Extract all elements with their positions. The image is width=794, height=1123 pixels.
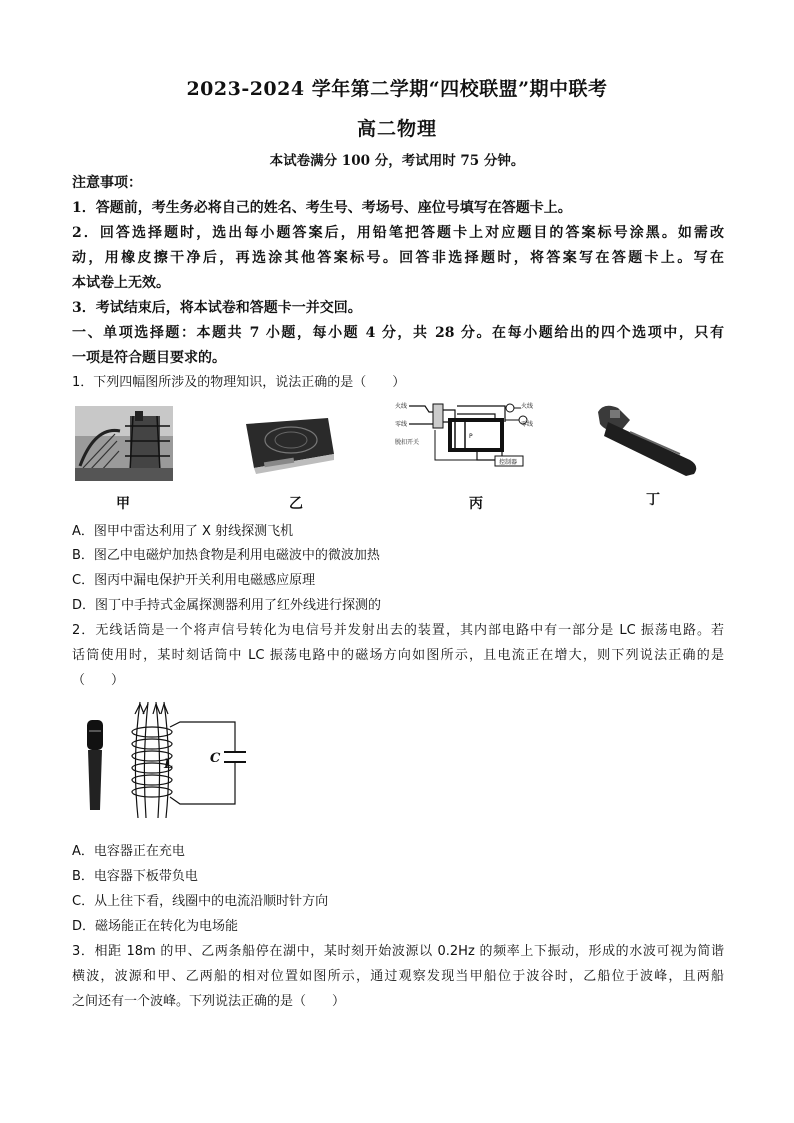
label-p: P (469, 433, 473, 440)
induction-cooker-image (236, 410, 336, 474)
q2-option-d: D．磁场能正在转化为电场能 (72, 919, 239, 934)
instruction-item-2-line-1: 2．回答选择题时，选出每小题答案后，用铅笔把答题卡上对应题目的答案标号涂黑。如需改 (72, 225, 724, 241)
q2-option-a: A．电容器正在充电 (72, 844, 185, 859)
caption-ding: 丁 (646, 492, 660, 508)
radar-photo (75, 406, 173, 481)
instructions-heading: 注意事项： (72, 175, 142, 191)
label-live-right: 火线 (521, 403, 534, 410)
instruction-item-2-line-2: 动，用橡皮擦干净后，再选涂其他答案标号。回答非选择题时，将答案写在答题卡上。写在 (72, 250, 724, 266)
label-live-left: 火线 (395, 403, 408, 410)
q2-option-b: B．电容器下板带负电 (72, 869, 198, 884)
instruction-item-1: 1．答题前，考生务必将自己的姓名、考生号、考场号、座位号填写在答题卡上。 (72, 200, 572, 216)
q1-option-b: B．图乙中电磁炉加热食物是利用电磁波中的微波加热 (72, 548, 380, 563)
capacitor-label: C (210, 751, 221, 766)
q2-stem-line-2: 话筒使用时，某时刻话筒中 LC 振荡电路中的磁场方向如图所示，且电流正在增大，则下列说法正确的是 (72, 648, 724, 663)
score-note: 本试卷满分 100 分，考试用时 75 分钟。 (269, 153, 525, 169)
inductor-label: L (164, 757, 174, 772)
instruction-item-3: 3．考试结束后，将本试卷和答题卡一并交回。 (72, 300, 362, 316)
label-neutral-left: 零线 (395, 421, 408, 428)
lc-circuit-diagram (120, 700, 260, 825)
microphone-image (84, 718, 106, 813)
label-switch: 脱扣开关 (395, 439, 420, 446)
section-heading-line-1: 一、单项选择题：本题共 7 小题，每小题 4 分，共 28 分。在每小题给出的四个选项中，只有 (72, 325, 724, 341)
section-heading-line-2: 一项是符合题目要求的。 (72, 350, 226, 366)
q2-stem-line-3: （ ） (72, 673, 125, 688)
caption-jia: 甲 (116, 496, 130, 512)
q2-stem-line-1: 2．无线话筒是一个将声信号转化为电信号并发射出去的装置，其内部电路中有一部分是 LC 振荡电路。若 (72, 623, 724, 638)
subject-title: 高二物理 (356, 118, 437, 140)
q3-stem-line-2: 横波，波源和甲、乙两船的相对位置如图所示，通过观察发现当甲船位于波谷时，乙船位于波峰，且两船 (72, 969, 724, 984)
label-neutral-right: 零线 (521, 421, 534, 428)
caption-bing: 丙 (469, 496, 483, 512)
q1-stem: 1．下列四幅图所涉及的物理知识，说法正确的是（ ） (72, 375, 406, 390)
leakage-switch-diagram (395, 400, 540, 470)
instruction-item-2-line-3: 本试卷上无效。 (72, 275, 170, 291)
field-line-left-inner (144, 702, 148, 818)
q3-stem-line-1: 3．相距 18m 的甲、乙两条船停在湖中，某时刻开始波源以 0.2Hz 的频率上下振动，形成的水波可视为简谐 (72, 944, 724, 959)
label-controller: 控制器 (499, 459, 518, 466)
exam-title: 2023-2024 学年第二学期“四校联盟”期中联考 (186, 78, 608, 100)
q3-stem-line-3: 之间还有一个波峰。下列说法正确的是（ ） (72, 994, 346, 1009)
q2-option-c: C．从上往下看，线圈中的电流沿顺时针方向 (72, 894, 329, 909)
q1-option-d: D．图丁中手持式金属探测器利用了红外线进行探测的 (72, 598, 382, 613)
q1-option-c: C．图丙中漏电保护开关利用电磁感应原理 (72, 573, 316, 588)
field-line-right-inner (156, 702, 160, 818)
q1-option-a: A．图甲中雷达利用了 X 射线探测飞机 (72, 524, 294, 539)
caption-yi: 乙 (289, 496, 303, 512)
metal-detector-image (590, 402, 705, 477)
